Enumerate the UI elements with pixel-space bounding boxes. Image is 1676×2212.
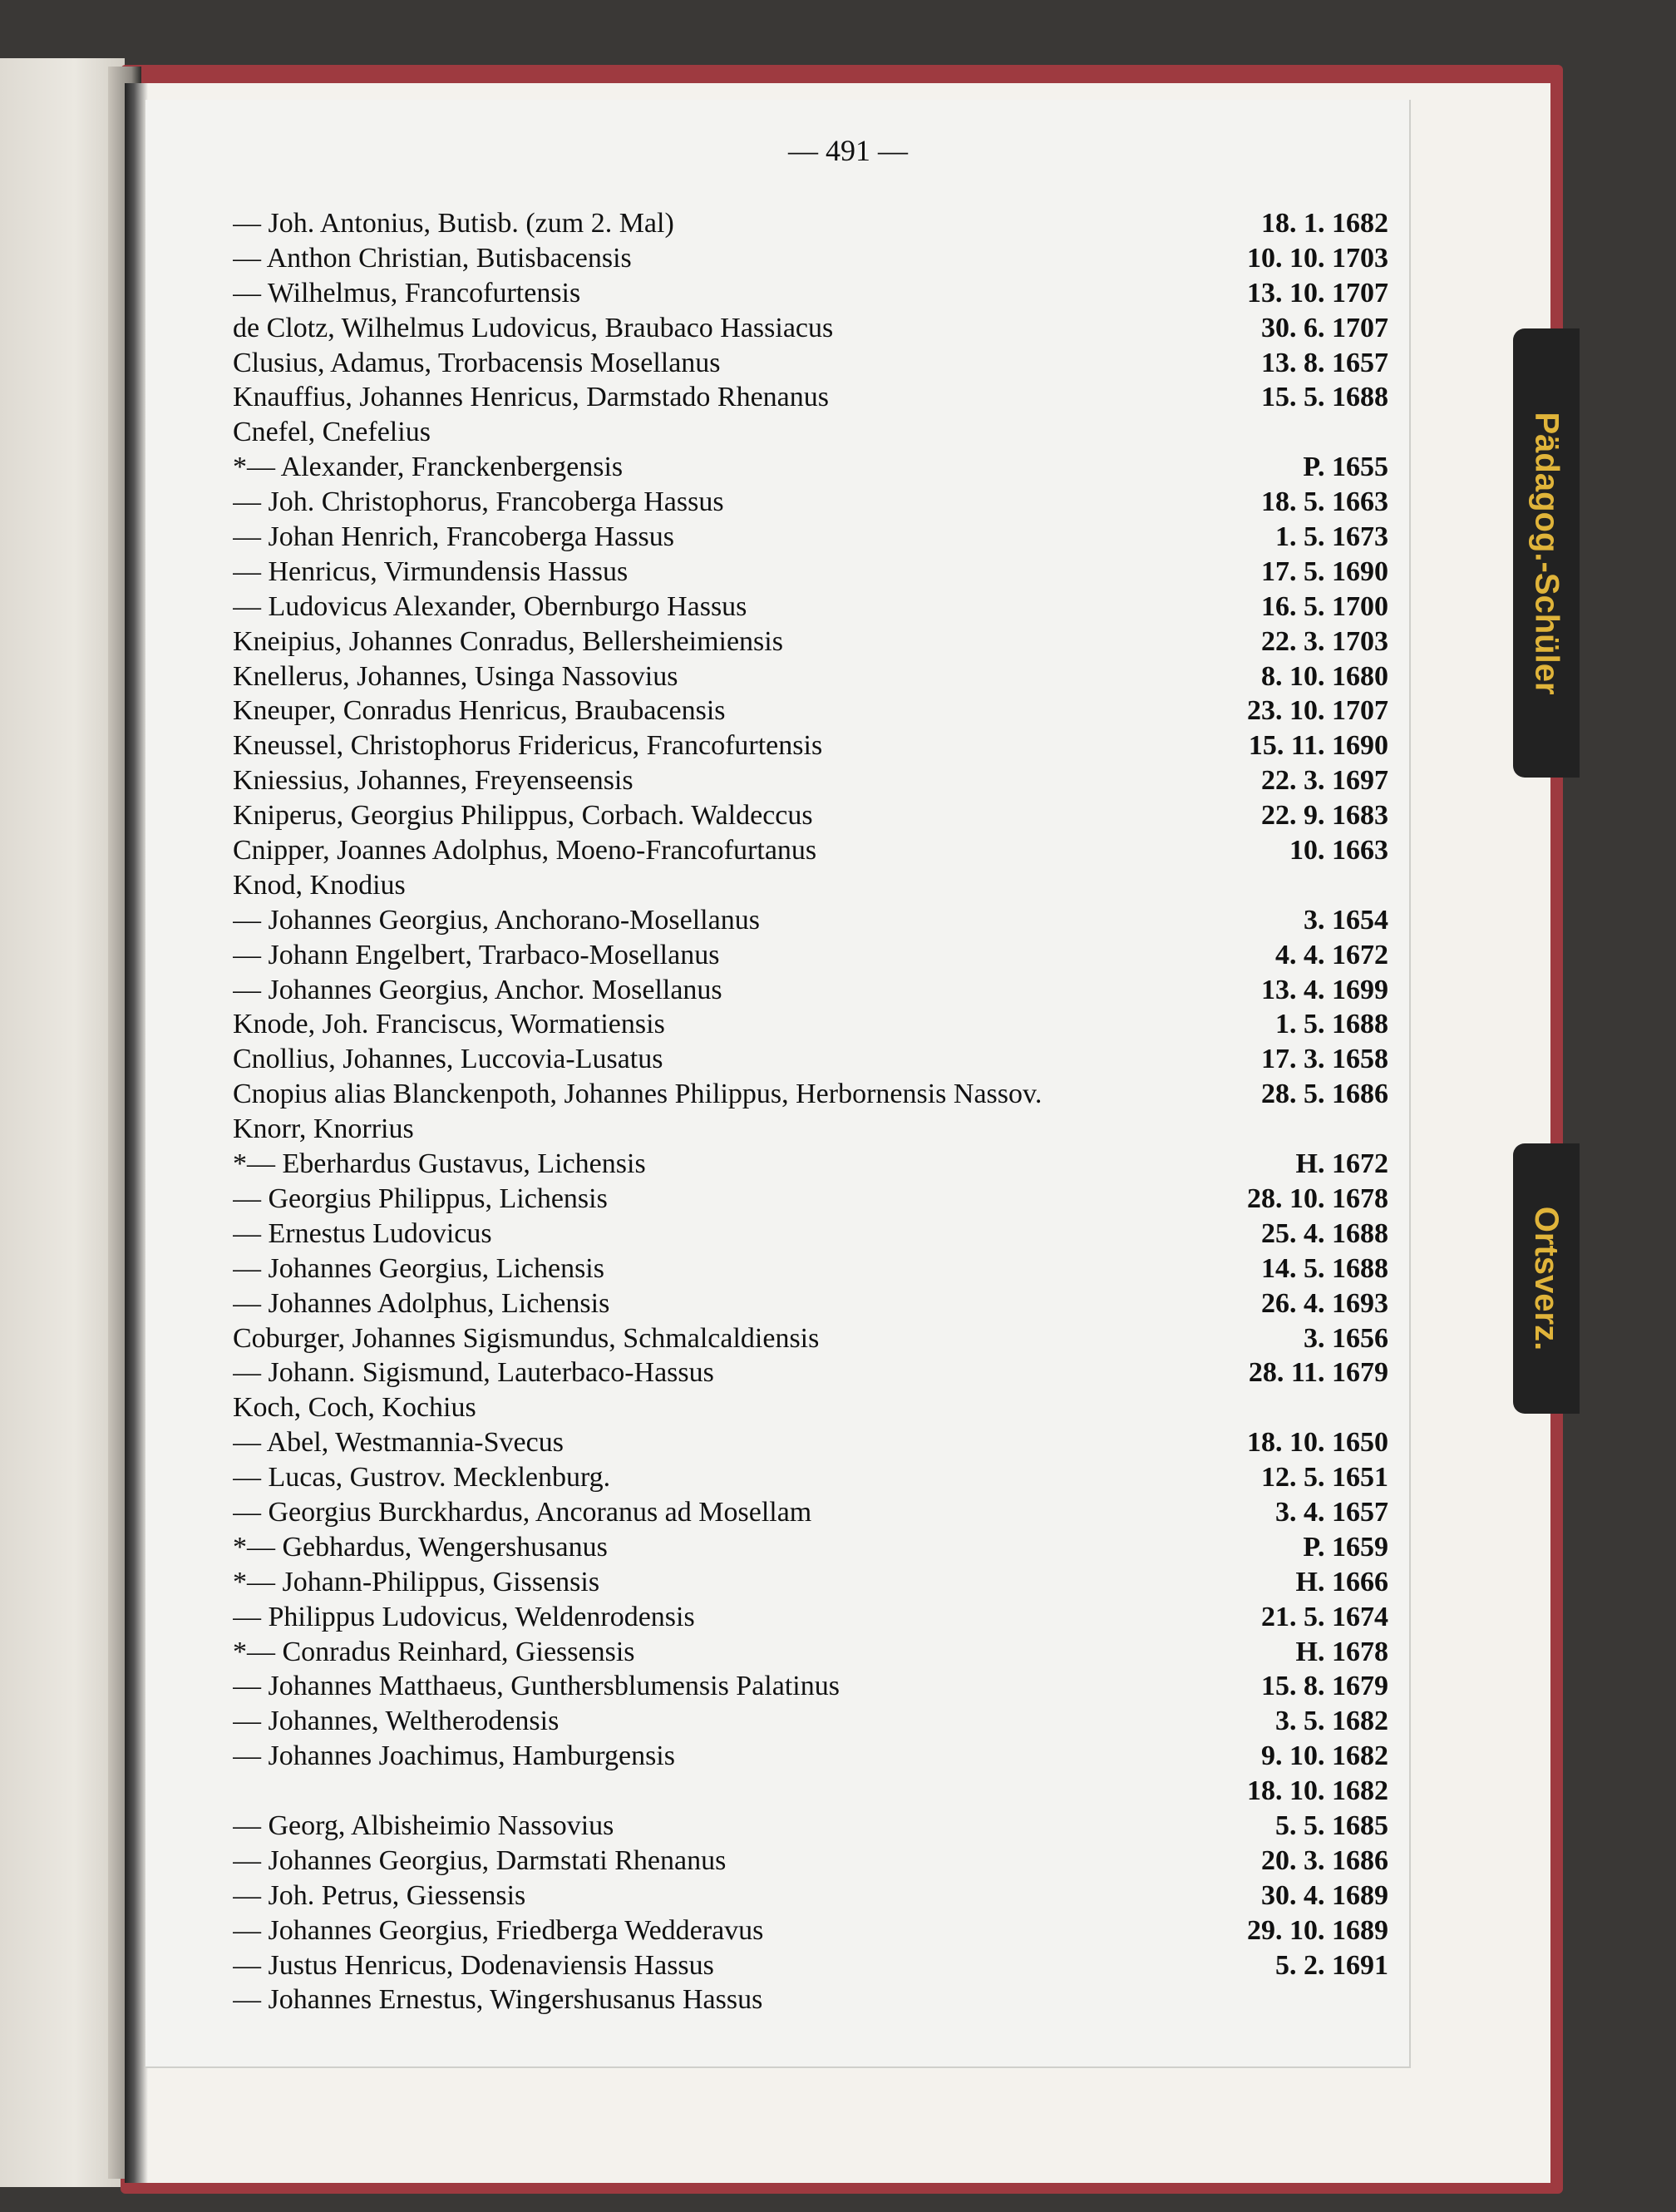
entry-name: *— Conradus Reinhard, Giessensis — [233, 1636, 635, 1667]
gutter-shadow — [125, 83, 148, 2183]
entry-name: — Lucas, Gustrov. Mecklenburg. — [233, 1462, 611, 1494]
register-entry — [233, 1042, 1388, 1077]
entry-date: 22. 3. 1697 — [1261, 765, 1388, 797]
entry-name: Knorr, Knorrius — [233, 1113, 414, 1145]
register-entry — [233, 1252, 1388, 1286]
register-entry — [233, 1112, 1388, 1147]
entry-date — [1378, 1390, 1388, 1425]
entry-name: — Henricus, Virmundensis Hassus — [233, 555, 628, 587]
entry-name: Cnollius, Johannes, Luccovia-Lusatus — [233, 1044, 663, 1075]
entry-date: 30. 6. 1707 — [1261, 312, 1388, 343]
entry-date: 18. 10. 1682 — [1247, 1775, 1388, 1807]
entry-name: Kniessius, Johannes, Freyenseensis — [233, 765, 633, 797]
entry-date: 18. 10. 1650 — [1247, 1427, 1388, 1459]
entry-date: 16. 5. 1700 — [1261, 590, 1388, 622]
entry-name: Kniperus, Georgius Philippus, Corbach. Waldeccus — [233, 800, 813, 832]
register-entry — [233, 1704, 1388, 1739]
register-entry — [233, 590, 1388, 625]
register-entry — [233, 1982, 1388, 2017]
entry-date: H. 1678 — [1295, 1636, 1388, 1667]
register-entry — [233, 868, 1388, 903]
entry-name: — Johannes Georgius, Anchor. Mosellanus — [233, 974, 722, 1005]
entry-name: — Johannes Georgius, Darmstati Rhenanus — [233, 1844, 727, 1876]
entry-date: 10. 1663 — [1289, 835, 1388, 867]
entry-name: — Philippus Ludovicus, Weldenrodensis — [233, 1601, 695, 1632]
register-entry — [233, 1879, 1388, 1913]
entry-name: — Johannes Ernestus, Wingershusanus Hassus — [233, 1984, 763, 2016]
entry-name: — Johannes Georgius, Friedberga Wedderavus — [233, 1914, 764, 1946]
entry-date: 28. 11. 1679 — [1248, 1357, 1388, 1389]
entry-date: 21. 5. 1674 — [1261, 1601, 1388, 1632]
entry-name: *— Gebhardus, Wengershusanus — [233, 1531, 608, 1563]
index-tab-label: Ortsverz. — [1528, 1206, 1565, 1351]
entry-name: — Anthon Christian, Butisbacensis — [233, 242, 632, 274]
entry-name: — Joh. Petrus, Giessensis — [233, 1879, 526, 1911]
entry-date — [1378, 415, 1388, 450]
register-entry — [233, 938, 1388, 973]
entry-name: Kneipius, Johannes Conradus, Bellersheimiensis — [233, 625, 783, 657]
entry-date: 15. 11. 1690 — [1248, 730, 1388, 762]
entry-date: 3. 1656 — [1304, 1322, 1388, 1354]
entry-name: — Johannes Matthaeus, Gunthersblumensis Palatinus — [233, 1671, 840, 1702]
register-entry — [233, 1948, 1388, 1983]
register-list — [233, 206, 1388, 2017]
register-entry — [233, 1774, 1388, 1809]
entry-date: 17. 5. 1690 — [1261, 555, 1388, 587]
register-entry — [233, 1635, 1388, 1670]
register-entry — [233, 763, 1388, 798]
register-entry — [233, 903, 1388, 938]
entry-date: 22. 3. 1703 — [1261, 625, 1388, 657]
entry-date: 20. 3. 1686 — [1261, 1844, 1388, 1876]
register-entry — [233, 798, 1388, 833]
entry-name: Koch, Coch, Kochius — [233, 1392, 476, 1424]
register-entry — [233, 311, 1388, 346]
register-entry — [233, 1217, 1388, 1252]
entry-date: 15. 5. 1688 — [1261, 382, 1388, 413]
register-entry — [233, 1077, 1388, 1112]
entry-name: — Johann Engelbert, Trarbaco-Mosellanus — [233, 939, 720, 970]
entry-date — [1378, 868, 1388, 903]
entry-date: 9. 10. 1682 — [1261, 1740, 1388, 1772]
entry-name: *— Alexander, Franckenbergensis — [233, 452, 624, 483]
entry-date: 18. 5. 1663 — [1261, 486, 1388, 518]
entry-date: 8. 10. 1680 — [1261, 660, 1388, 692]
register-entry — [233, 625, 1388, 659]
entry-name: — Joh. Christophorus, Francoberga Hassus — [233, 486, 724, 518]
entry-name: — Johan Henrich, Francoberga Hassus — [233, 521, 674, 553]
register-entry — [233, 241, 1388, 276]
entry-name: — Johann. Sigismund, Lauterbaco-Hassus — [233, 1357, 714, 1389]
register-entry — [233, 1355, 1388, 1390]
entry-date — [1378, 1112, 1388, 1147]
entry-date: 29. 10. 1689 — [1247, 1914, 1388, 1946]
entry-date: 13. 4. 1699 — [1261, 974, 1388, 1005]
entry-name: — Ludovicus Alexander, Obernburgo Hassus — [233, 590, 747, 622]
register-entry — [233, 1007, 1388, 1042]
register-entry — [233, 555, 1388, 590]
entry-date: 3. 4. 1657 — [1275, 1496, 1388, 1528]
index-tab-ortsverz[interactable] — [1513, 1143, 1580, 1414]
register-entry — [233, 973, 1388, 1008]
entry-date: P. 1659 — [1303, 1531, 1388, 1563]
entry-name: Cnopius alias Blanckenpoth, Johannes Philippus, Herbornensis Nassov. — [233, 1079, 1043, 1110]
entry-date: 15. 8. 1679 — [1261, 1671, 1388, 1702]
register-entry — [233, 1182, 1388, 1217]
entry-date: 28. 5. 1686 — [1261, 1079, 1388, 1110]
register-entry — [233, 694, 1388, 728]
entry-name: Clusius, Adamus, Trorbacensis Mosellanus — [233, 347, 721, 378]
entry-name: Knauffius, Johannes Henricus, Darmstado Rhenanus — [233, 382, 830, 413]
register-entry — [233, 1390, 1388, 1425]
register-entry — [233, 380, 1388, 415]
page-number: — 491 — — [788, 134, 908, 167]
entry-date: 28. 10. 1678 — [1247, 1183, 1388, 1214]
entry-date: 12. 5. 1651 — [1261, 1462, 1388, 1494]
entry-date: 22. 9. 1683 — [1261, 800, 1388, 832]
register-entry — [233, 1530, 1388, 1565]
entry-name: Kneussel, Christophorus Fridericus, Francofurtensis — [233, 730, 823, 762]
entry-date: 23. 10. 1707 — [1247, 695, 1388, 727]
entry-name: — Justus Henricus, Dodenaviensis Hassus — [233, 1949, 714, 1981]
register-entry — [233, 415, 1388, 450]
entry-date: 30. 4. 1689 — [1261, 1879, 1388, 1911]
register-entry — [233, 1321, 1388, 1356]
register-entry — [233, 1600, 1388, 1635]
entry-name: — Joh. Antonius, Butisb. (zum 2. Mal) — [233, 208, 674, 239]
entry-date: 14. 5. 1688 — [1261, 1252, 1388, 1284]
register-entry — [233, 1844, 1388, 1879]
entry-date: 25. 4. 1688 — [1261, 1217, 1388, 1249]
entry-name: Knellerus, Johannes, Usinga Nassovius — [233, 660, 678, 692]
entry-date: 17. 3. 1658 — [1261, 1044, 1388, 1075]
entry-name: — Ernestus Ludovicus — [233, 1217, 492, 1249]
entry-name: — Georg, Albisheimio Nassovius — [233, 1810, 614, 1841]
index-tab-paedagog-schueler[interactable] — [1513, 328, 1580, 778]
entry-date: 3. 5. 1682 — [1275, 1706, 1388, 1737]
register-entry — [233, 1739, 1388, 1774]
entry-date: 26. 4. 1693 — [1261, 1287, 1388, 1319]
left-page-edge — [0, 58, 125, 2187]
register-entry — [233, 1913, 1388, 1948]
entry-name: Kneuper, Conradus Henricus, Braubacensis — [233, 695, 726, 727]
entry-name: Cnefel, Cnefelius — [233, 417, 431, 448]
entry-name: Cnipper, Joannes Adolphus, Moeno-Francofurtanus — [233, 835, 817, 867]
entry-name: — Abel, Westmannia-Svecus — [233, 1427, 564, 1459]
entry-date — [1378, 1982, 1388, 2017]
register-entry — [233, 1425, 1388, 1460]
entry-date: H. 1666 — [1295, 1566, 1388, 1597]
register-entry — [233, 1147, 1388, 1182]
entry-name: — Wilhelmus, Francofurtensis — [233, 277, 581, 309]
index-tab-label: Pädagog.-Schüler — [1528, 411, 1565, 695]
register-entry — [233, 1669, 1388, 1704]
entry-name: de Clotz, Wilhelmus Ludovicus, Braubaco Hassiacus — [233, 312, 834, 343]
register-entry — [233, 1286, 1388, 1321]
register-entry — [233, 276, 1388, 311]
entry-name: — Georgius Burckhardus, Ancoranus ad Mosellam — [233, 1496, 812, 1528]
entry-name: — Johannes Joachimus, Hamburgensis — [233, 1740, 675, 1772]
register-entry — [233, 450, 1388, 485]
register-entry — [233, 728, 1388, 763]
entry-date: 13. 10. 1707 — [1247, 277, 1388, 309]
entry-date: 4. 4. 1672 — [1275, 939, 1388, 970]
entry-date: 13. 8. 1657 — [1261, 347, 1388, 378]
entry-name: — Johannes Georgius, Lichensis — [233, 1252, 604, 1284]
entry-name: — Johannes Adolphus, Lichensis — [233, 1287, 610, 1319]
register-entry — [233, 1495, 1388, 1530]
entry-name: Coburger, Johannes Sigismundus, Schmalcaldiensis — [233, 1322, 820, 1354]
register-entry — [233, 346, 1388, 381]
register-entry — [233, 1565, 1388, 1600]
entry-date: 18. 1. 1682 — [1261, 208, 1388, 239]
register-entry — [233, 520, 1388, 555]
entry-name: *— Johann-Philippus, Gissensis — [233, 1566, 600, 1597]
entry-name: — Johannes Georgius, Anchorano-Mosellanus — [233, 904, 760, 936]
register-entry — [233, 206, 1388, 241]
entry-date: H. 1672 — [1295, 1148, 1388, 1180]
register-entry — [233, 659, 1388, 694]
entry-date: 5. 5. 1685 — [1275, 1810, 1388, 1841]
entry-date: 1. 5. 1688 — [1275, 1009, 1388, 1040]
entry-name: Knode, Joh. Franciscus, Wormatiensis — [233, 1009, 665, 1040]
entry-date: 3. 1654 — [1304, 904, 1388, 936]
register-entry — [233, 485, 1388, 520]
entry-name: — Johannes, Weltherodensis — [233, 1706, 559, 1737]
entry-date: 1. 5. 1673 — [1275, 521, 1388, 553]
register-entry — [233, 1809, 1388, 1844]
entry-date: 5. 2. 1691 — [1275, 1949, 1388, 1981]
entry-date: P. 1655 — [1303, 452, 1388, 483]
entry-name: Knod, Knodius — [233, 869, 406, 901]
register-entry — [233, 1460, 1388, 1495]
entry-name: — Georgius Philippus, Lichensis — [233, 1183, 608, 1214]
entry-name: *— Eberhardus Gustavus, Lichensis — [233, 1148, 646, 1180]
register-entry — [233, 833, 1388, 868]
entry-date: 10. 10. 1703 — [1247, 242, 1388, 274]
